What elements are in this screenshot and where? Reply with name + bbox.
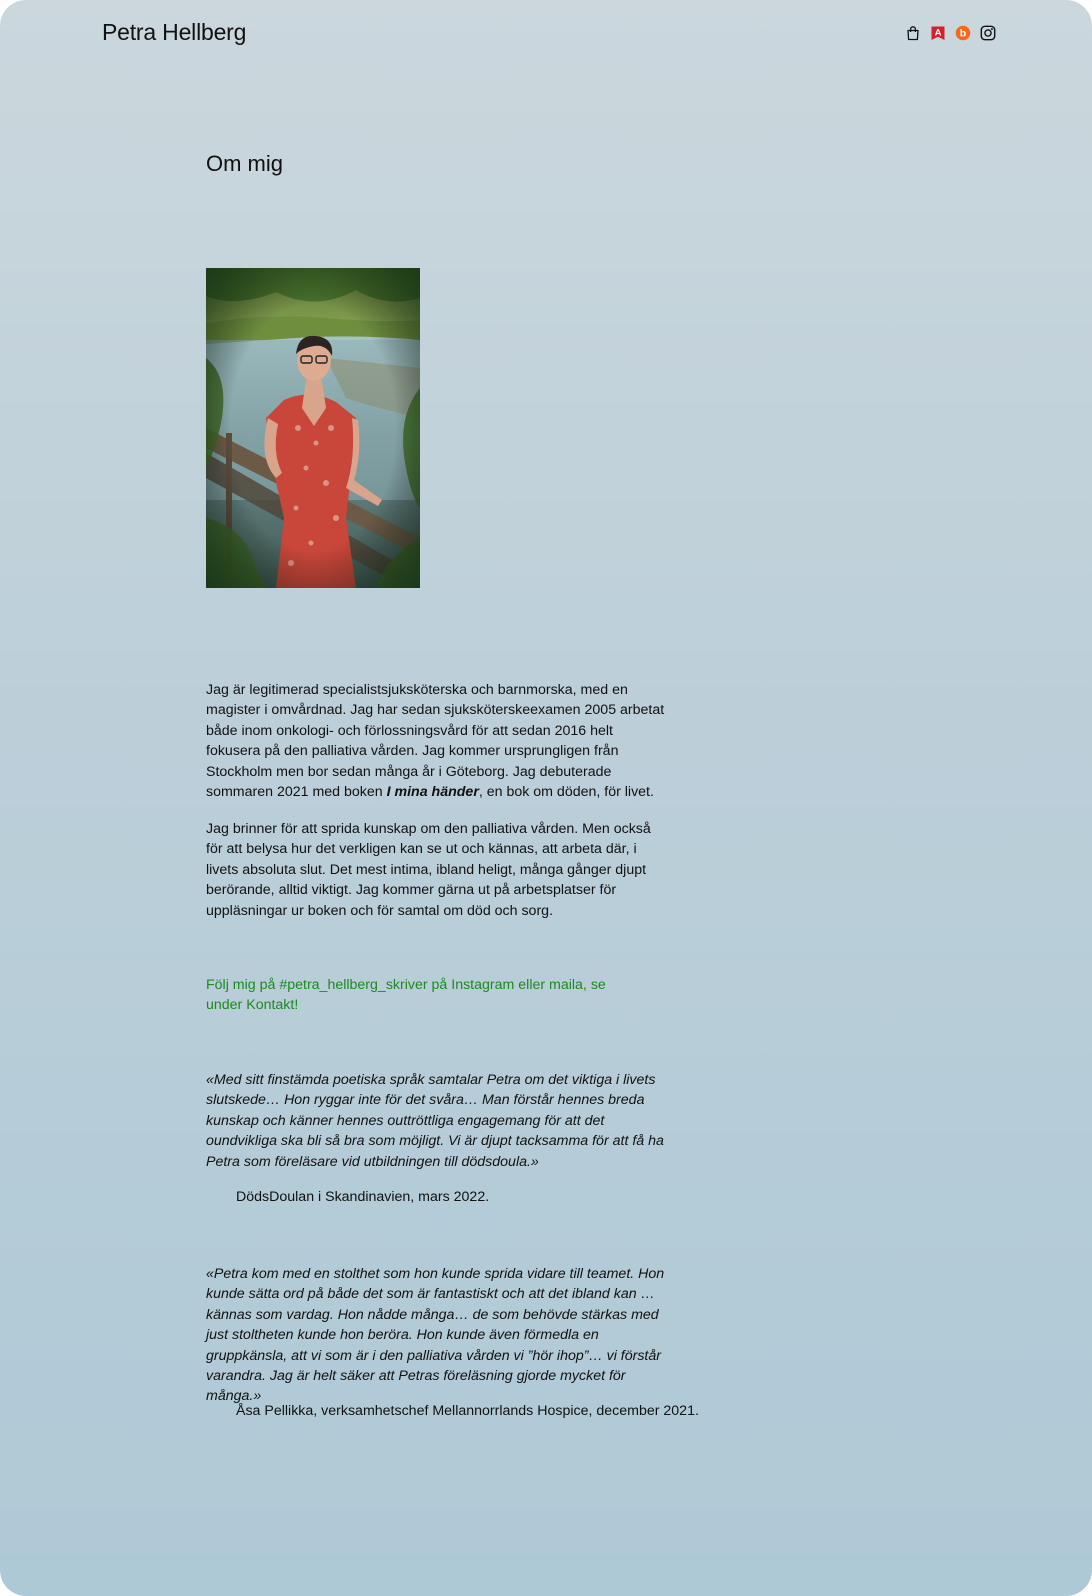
social-links xyxy=(905,25,996,41)
bokus-letter: b xyxy=(959,27,967,40)
portrait-photo xyxy=(206,268,420,588)
paragraph-2: Jag brinner för att sprida kunskap om den palliativa vården. Men också för att belysa hur det verkligen kan se ut och kännas, att arbeta där, i livets absoluta slut. Det mest intima, ibland heligt, många gånger djupt berörande, alltid viktigt. Jag kommer gärna ut på arbetsplatser för uppläsningar ur boken och för samtal om död och sorg. xyxy=(206,821,651,919)
site-title-link[interactable]: Petra Hellberg xyxy=(102,19,247,45)
book-title: I mina händer xyxy=(386,784,479,801)
testimonial-source-2: Åsa Pellikka, verksamhetschef Mellannorrlands Hospice, december 2021. xyxy=(236,1403,699,1419)
instagram-icon[interactable] xyxy=(980,25,996,41)
adlibris-icon[interactable] xyxy=(930,25,946,41)
shopping-bag-icon[interactable] xyxy=(905,25,921,41)
page-title: Om mig xyxy=(206,151,283,176)
bokus-icon[interactable] xyxy=(955,25,971,41)
intro-paragraph xyxy=(206,680,668,802)
intro-text: Jag är legitimerad specialistsjuksköterska och barnmorska, med en magister i omvårdnad. Jag har sedan sjuksköterskeexamen 2005 arbetat både inom onkologi- och förlossningsvård för att sedan 2016 helt fokusera på den palliativa vården. Jag kommer ursprungligen från Stockholm men bor sedan många år i Göteborg. Jag debuterade sommaren 2021 med boken xyxy=(206,682,665,801)
testimonial-source-1: DödsDoulan i Skandinavien, mars 2022. xyxy=(236,1189,490,1205)
follow-instagram-link[interactable] xyxy=(206,975,646,1016)
testimonial-quote-2: «Petra kom med en stolthet som hon kunde sprida vidare till teamet. Hon kunde sätta ord på både det som är fantastiskt och att det ibland kan … kännas som vardag. Hon nådde många… de som behövde stärkas med just stoltheten kunde hon beröra. Hon kunde även förmedla en gruppkänsla, att vi som är i den palliativa vården vi ”hör ihop”… vi förstår varandra. Jag är helt säker att Petras föreläsning gjorde mycket för många.» xyxy=(206,1266,665,1405)
intro-text-end: , en bok om döden, för livet. xyxy=(478,784,654,801)
adlibris-letter: A xyxy=(934,27,942,39)
follow-link-text[interactable]: Följ mig på #petra_hellberg_skriver på Instagram eller maila, se under Kontakt! xyxy=(206,977,606,1014)
testimonial-quote-1: «Med sitt finstämda poetiska språk samtalar Petra om det viktiga i livets slutskede… Hon ryggar inte för det svåra… Man förstår hennes breda kunskap och känner hennes outtröttliga engagemang för att det oundvikliga ska bli så bra som möjligt. Vi är djupt tacksamma för att få ha Petra som föreläsare vid utbildningen till dödsdoula.» xyxy=(206,1072,664,1170)
